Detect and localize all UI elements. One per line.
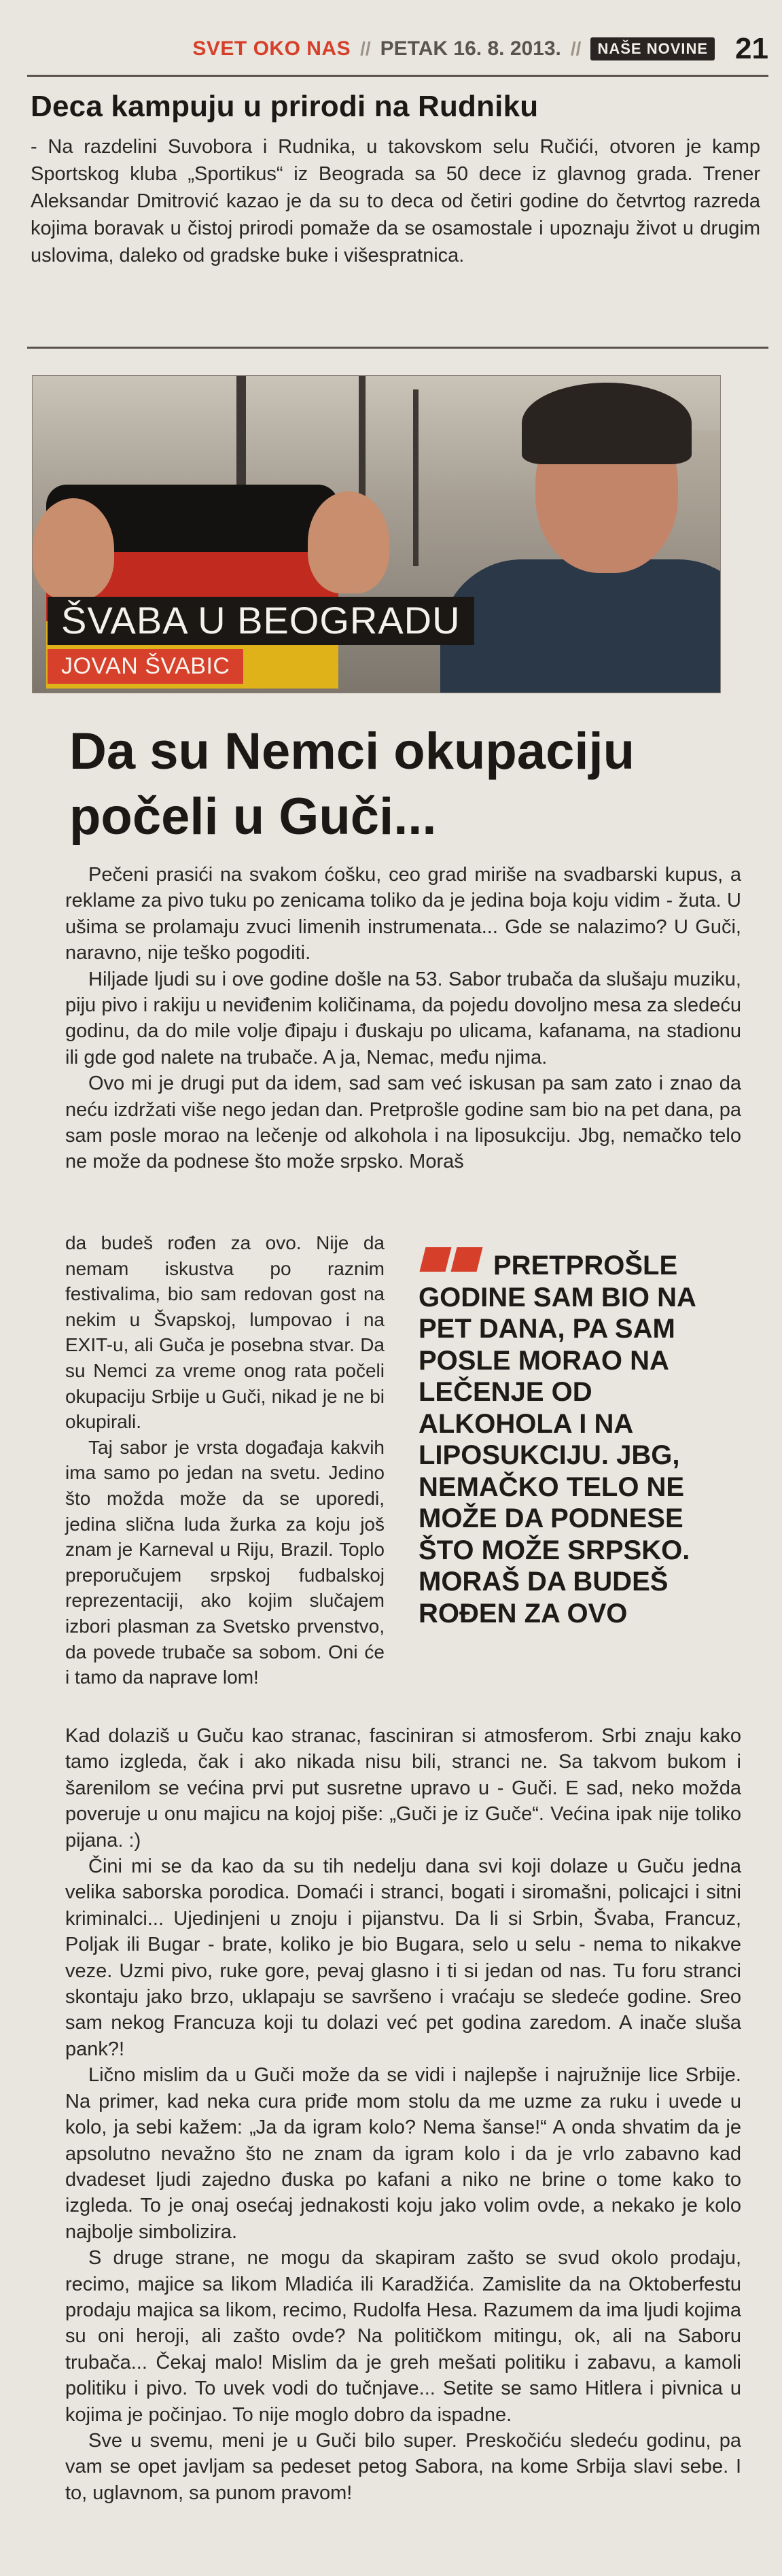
column-title: ŠVABA U BEOGRADU [48, 597, 474, 645]
column-photo [32, 375, 721, 693]
person-hat [522, 383, 692, 464]
newspaper-logo: NAŠE NOVINE [590, 37, 715, 60]
article-paragraph: Sve u svemu, meni je u Guči bilo super. Preskočiću sledeću godinu, pa vam se opet javljam sa pedeset petog Sabora, na kome Srbija slavi sebe. I to, uglavnom, sa punom pravom! [65, 2429, 741, 2504]
issue-date: PETAK 16. 8. 2013. [380, 37, 561, 60]
article-body-top [65, 862, 741, 1175]
left-hand [33, 498, 114, 600]
article-paragraph: S druge strane, ne mogu da skapiram zašto se svud okolo prodaju, recimo, majice sa likom Mladića ili Karadžića. Zamislite da na Oktoberfestu prodaju majica sa likom, recimo, Rudolfa Hesa. Razumem da ima ljudi kojima su oni heroji, ali zašto ovde? Na političkom mitingu, ok, ali na Saboru trubača... Čekaj malo! Mislim da je greh mešati politiku i zabavu, a kamoli politiku i pivo. To uvek vodi do tučnjave... Setite se samo Hitlera i pivnica u kojima je počinjao. To nije moglo dobro da ispadne. [65, 2247, 741, 2426]
person-body [440, 559, 721, 693]
news-brief [31, 90, 760, 269]
article-paragraph: Taj sabor je vrsta događaja kakvih ima samo po jedan na svetu. Jedino što možda može da se uporedi, jedina slična luda žurka za koju još znam je Karneval u Riju, Brazil. Toplo preporučujem srpskoj fudbalskoj reprezentaciji, ako kojim slučajem izbori plasman za Svetsko prvenstvo, da povede trubače sa sobom. Oni će i tamo da naprave lom! [65, 1436, 385, 1688]
section-rule [27, 347, 768, 349]
article-paragraph: Lično mislim da u Guči može da se vidi i najlepše i najružnije lice Srbije. Na primer, kad neka cura priđe mom stolu da me uzme za ruku i uvede u kolo, ja sebi kažem: „Ja da igram kolo? Nema šanse!“ A onda shvatim da je apsolutno nevažno što ne znam da igram kolo i da je vrlo zabavno kad dvadeset ljudi zajedno đuska po kafani a niko ne brine o tome kako to izgleda. To je onaj osećaj jednakosti koju jako volim ovde, a nekako je kolo najbolje simbolizira. [65, 2064, 741, 2243]
page-number: 21 [735, 32, 768, 65]
pull-quote-text: PRETPROŠLE GODINE SAM BIO NA PET DANA, PA SAM POSLE MORAO NA LEČENJE OD ALKOHOLA I NA LIPOSUKCIJU. JBG, NEMAČKO TELO NE MOŽE DA PODNESE ŠTO MOŽE SRPSKO. MORAŠ DA BUDEŠ ROĐEN ZA OVO [419, 1251, 696, 1629]
article-left-column [65, 1230, 385, 1690]
article-paragraph: Pečeni prasići na svakom ćošku, ceo grad miriše na svadbarski kupus, a reklame za pivo tuku po zenicama toliko da je jedina boja koju vidim - žuta. U ušima se prolamaju zvuci limenih instrumenata... Gde se nalazimo? U Guči, naravno, nije teško pogoditi. [65, 864, 741, 964]
header-separator: // [570, 38, 582, 59]
page-header [27, 30, 768, 68]
article-paragraph: Kad dolaziš u Guču kao stranac, fasciniran si atmosferom. Srbi znaju kako tamo izgleda, čak i ako nikada nisu bili, stranci ne. Sa takvom bukom i šarenilom se većina prvi put susretne upravo u - Guči. E sad, neko možda poveruje u onu majicu na kojoj piše: „Guči je iz Guče“. Većina ipak nije toliko pijana. :) [65, 1725, 741, 1851]
article-body-bottom [65, 1723, 741, 2506]
pull-quote [419, 1247, 728, 1629]
header-rule [27, 75, 768, 77]
header-separator: // [360, 38, 371, 59]
article-paragraph: Čini mi se da kao da su tih nedelju dana svi koji dolaze u Guču jedna velika saborska porodica. Domaći i stranci, bogati i siromašni, policajci i sitni kriminalci... Ujedinjeni u znoju i pijanstvu. Da li si Srbin, Švaba, Francuz, Poljak ili Bugar - brate, koliko je bio Bugara, selo u selu - nema to nikakve veze. Uzmi pivo, ruke gore, pevaj glasno i ti si jedan od nas. Tu foru stranci skontaju jako brzo, uklapaju se savršeno i vraćaju se sledeće godine. Sreo sam nekog Francuza koji tu dolazi već pet godina zaredom. A inače sluša pank?! [65, 1856, 741, 2060]
article-paragraph: Ovo mi je drugi put da idem, sad sam već iskusan pa sam zato i znao da neću izdržati više nego jedan dan. Pretprošle godine sam bio na pet dana, pa sam posle morao na lečenje od alkohola i na liposukciju. Jbg, nemačko telo ne može da podnese što može srpsko. Moraš [65, 1073, 741, 1173]
column-author: JOVAN ŠVABIC [48, 649, 243, 684]
tree-trunk [413, 389, 419, 566]
quote-mark-icon [419, 1247, 481, 1272]
article-paragraph: da budeš rođen za ovo. Nije da nemam iskustva po raznim festivalima, bio sam redovan gost na nekim u Švapskoj, lumpovao i na EXIT-u, ali Guča je posebna stvar. Da su Nemci za vreme onog rata počeli okupaciju Srbije u Guči, nikad je ne bi okupirali. [65, 1232, 385, 1433]
article-headline: Da su Nemci okupaciju počeli u Guči... [69, 723, 635, 846]
brief-text: - Na razdelini Suvobora i Rudnika, u takovskom selu Ručići, otvoren je kamp Sportskog kluba „Sportikus“ iz Beograda sa 50 dece iz glavnog grada. Trener Aleksandar Dmitrović kazao je da su to deca od četiri godine do četvrtog razreda kojima boravak u čistoj prirodi pomaže da se osamostale i upoznaju život u drugim uslovima, daleko od gradske buke i višespratnica. [31, 136, 760, 266]
section-name: SVET OKO NAS [192, 37, 351, 60]
right-hand [308, 491, 389, 593]
article-paragraph: Hiljade ljudi su i ove godine došle na 53. Sabor trubača da slušaju muziku, piju pivo i rakiju u neviđenim količinama, da pojedu dovoljno mesa za sledeću godinu, da do mile volje đipaju i đuskaju po ulicama, kafanama, na stadionu ili gde god nalete na trubače. A ja, Nemac, među njima. [65, 968, 741, 1068]
brief-title: Deca kampuju u prirodi na Rudniku [31, 90, 539, 123]
